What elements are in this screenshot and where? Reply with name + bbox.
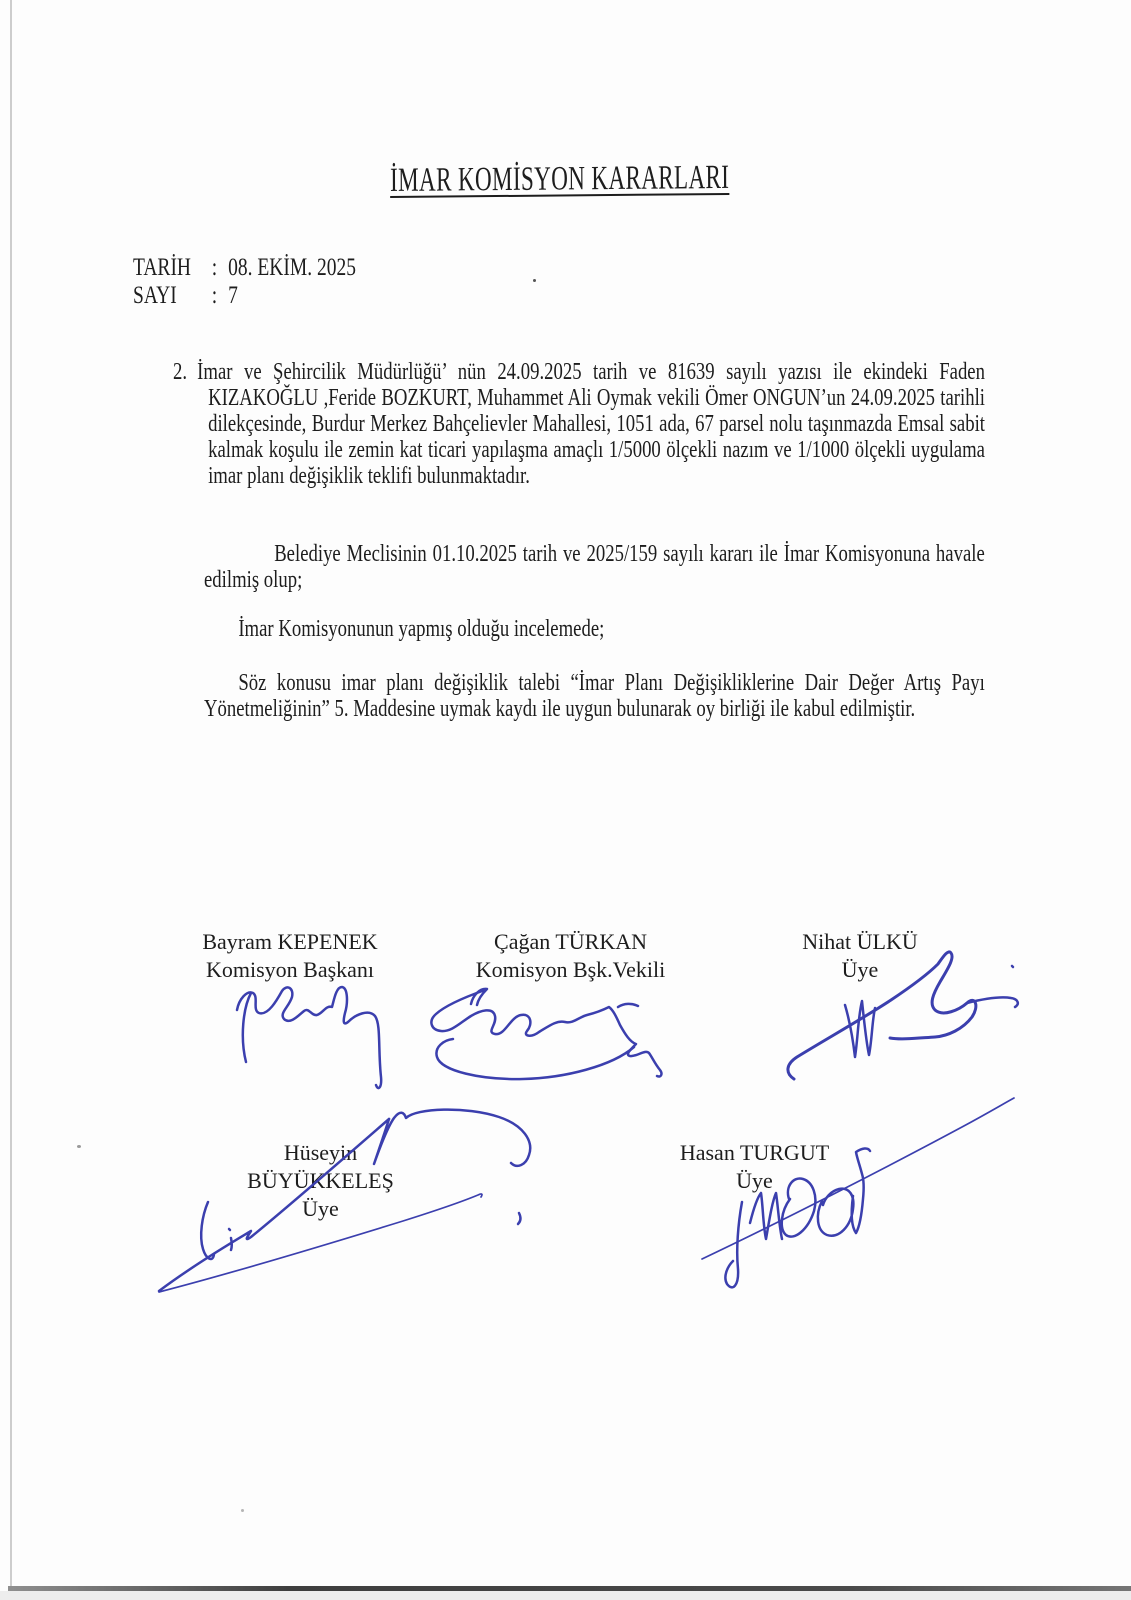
signatory-name: Nihat ÜLKÜ <box>802 929 918 954</box>
meta-label-number: SAYI <box>133 282 177 309</box>
paragraph-referral: Belediye Meclisinin 01.10.2025 tarih ve 2025/159 sayılı kararı ile İmar Komisyonuna havale edilmiş olup; <box>204 541 985 593</box>
meta-label-date: TARİH <box>133 254 192 281</box>
signatory-name: Hüseyin BÜYÜKKELEŞ <box>247 1140 394 1193</box>
meta-value-number: 7 <box>228 282 238 309</box>
document-meta <box>133 254 419 310</box>
signatory-block-member-2 <box>213 1139 428 1223</box>
signatory-block-member-1 <box>765 928 955 984</box>
signature-bayram-kepenek <box>237 987 381 1088</box>
scan-speck <box>77 1145 81 1148</box>
item-text: İmar ve Şehircilik Müdürlüğü’ nün 24.09.2025 tarih ve 81639 sayılı yazısı ile ekindeki Faden KIZAKOĞLU ,Feride BOZKURT, Muhammet Ali Oymak vekili Ömer ONGUN’un 24.09.2025 tarihli dilekçesinde, Burdur Merkez Bahçelievler Mahallesi, 1051 ada, 67 parsel nolu taşınmazda Emsal sabit kalmak koşulu ile zemin kat ticari yapılaşma amaçlı 1/5000 ölçekli nazım ve 1/1000 ölçekli uygulama imar planı değişiklik teklifi bulunmaktadır. <box>197 359 985 489</box>
item-number: 2. <box>173 359 188 385</box>
signatory-block-vice-chairman <box>468 928 673 984</box>
scan-speck <box>533 279 536 282</box>
meta-row-date <box>133 254 356 282</box>
signatory-role: Komisyon Başkanı <box>205 957 375 982</box>
signatory-name: Hasan TURGUT <box>679 1140 830 1165</box>
signatory-role: Üye <box>736 1168 773 1193</box>
meta-colon: : <box>211 254 218 281</box>
signatory-block-member-3 <box>652 1139 857 1195</box>
signatory-name: Bayram KEPENEK <box>202 929 378 954</box>
scan-below-edge <box>0 1591 1131 1600</box>
signatory-name: Çağan TÜRKAN <box>494 929 647 954</box>
scan-left-edge <box>10 0 12 1588</box>
meta-colon: : <box>211 282 218 309</box>
document-title: İMAR KOMİSYON KARARLARI <box>390 158 730 199</box>
meta-row-number <box>133 282 356 310</box>
scan-speck <box>241 1509 244 1512</box>
paragraph-review: İmar Komisyonunun yapmış olduğu incelemede; <box>238 616 605 642</box>
signatory-block-chairman <box>195 928 385 984</box>
meta-value-date: 08. EKİM. 2025 <box>228 254 356 281</box>
signatory-role: Komisyon Bşk.Vekili <box>475 957 666 982</box>
paragraph-item-2 <box>173 359 985 489</box>
signature-cagan-turkan <box>431 989 661 1079</box>
paragraph-decision: Söz konusu imar planı değişiklik talebi “İmar Planı Değişikliklerine Dair Değer Artış Payı Yönetmeliğinin” 5. Maddesine uymak kaydı ile uygun bulunarak oy birliği ile kabul edilmiştir. <box>204 670 985 722</box>
signatory-role: Üye <box>841 957 879 982</box>
signatory-role: Üye <box>302 1196 339 1221</box>
